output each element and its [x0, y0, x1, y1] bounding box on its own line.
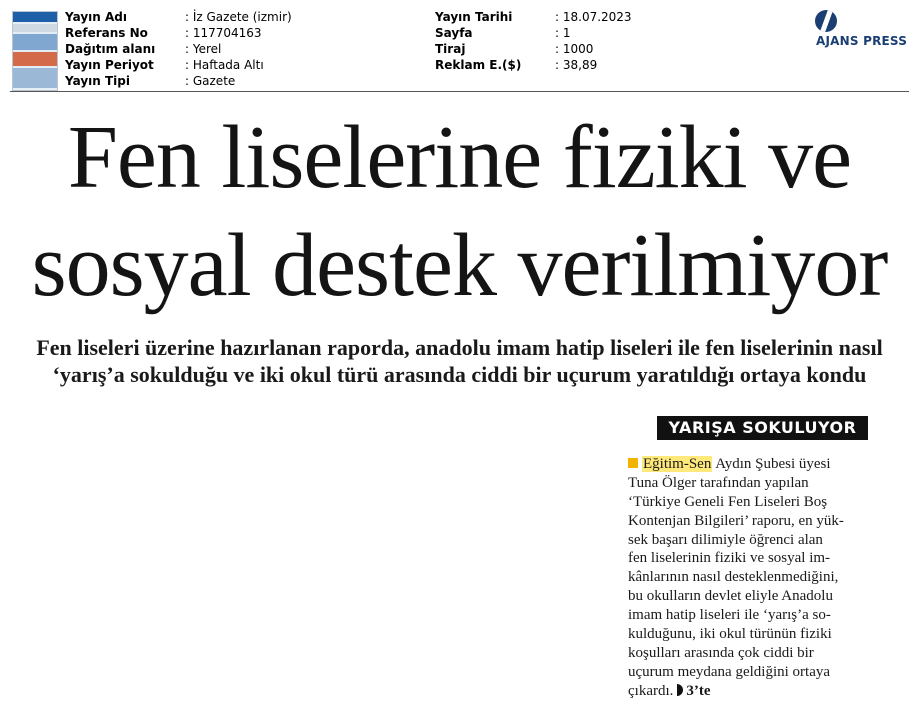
body-line: uçurum meydana geldiğini ortaya	[628, 663, 831, 680]
meta-value: : 38,89	[555, 58, 598, 72]
meta-label: Referans No	[65, 26, 148, 40]
body-line: ‘Türkiye Geneli Fen Liseleri Boş	[628, 493, 828, 510]
body-line	[628, 682, 908, 701]
meta-label: Yayın Adı	[65, 10, 127, 24]
meta-labels-left	[65, 9, 155, 89]
body-line: koşulları arasında çok ciddi bir	[628, 644, 814, 661]
meta-label: Yayın Tarihi	[435, 10, 513, 24]
meta-label: Yayın Tipi	[65, 74, 130, 88]
meta-label: Tiraj	[435, 42, 466, 56]
highlighted-org-name: Eğitim-Sen	[643, 456, 712, 472]
body-text: çıkardı.	[628, 682, 674, 699]
body-line: kânlarının nasıl desteklenmediğini,	[628, 569, 839, 586]
meta-label: Yayın Periyot	[65, 58, 154, 72]
meta-value: : Yerel	[185, 42, 222, 56]
article-body	[628, 455, 908, 701]
headline-line-2: sosyal destek verilmiyor	[31, 216, 888, 315]
body-line: kulduğunu, iki okul türünün fiziki	[628, 626, 832, 643]
page-reference[interactable]: 3’te	[686, 682, 711, 699]
body-line: imam hatip liseleri ile ‘yarış’a so-	[628, 607, 831, 624]
body-line: Kontenjan Bilgileri’ raporu, en yük-	[628, 512, 844, 529]
newspaper-thumbnail[interactable]	[12, 11, 58, 91]
meta-value: : Gazete	[185, 74, 236, 88]
subheadline-line-1: Fen liseleri üzerine hazırlanan raporda, anadolu imam hatip liseleri ile fen liselerinin nasıl	[36, 335, 883, 360]
continued-arrow-icon	[677, 684, 683, 696]
ajans-press-logo	[812, 10, 912, 50]
logo-mark-icon	[815, 10, 837, 32]
body-line: sek başarı dilimiyle öğrenci alan	[628, 531, 823, 548]
meta-values-right	[555, 9, 632, 73]
header-divider	[10, 91, 909, 92]
meta-labels-right	[435, 9, 521, 73]
meta-value: : İz Gazete (izmir)	[185, 10, 292, 24]
meta-value: : 1000	[555, 42, 594, 56]
logo-text: AJANS PRESS	[816, 34, 908, 48]
body-line	[628, 455, 908, 474]
headline-line-1: Fen liselerine fiziki ve	[67, 108, 852, 207]
meta-label: Sayfa	[435, 26, 473, 40]
section-kicker: YARIŞA SOKULUYOR	[657, 416, 868, 440]
body-line: bu okulların devlet eliyle Anadolu	[628, 588, 833, 605]
body-line: fen liselerinin fiziki ve sosyal im-	[628, 550, 831, 567]
subheadline-line-2: ‘yarış’a sokulduğu ve iki okul türü arasında ciddi bir uçurum yaratıldığı ortaya kondu	[52, 362, 867, 387]
square-bullet-icon	[628, 458, 638, 468]
meta-value: : 18.07.2023	[555, 10, 632, 24]
meta-value: : 117704163	[185, 26, 262, 40]
body-line: Tuna Ölger tarafından yapılan	[628, 474, 809, 491]
meta-label: Reklam E.($)	[435, 58, 522, 72]
body-text: Aydın Şubesi üyesi	[712, 456, 831, 472]
meta-values-left	[185, 9, 292, 89]
meta-value: : 1	[555, 26, 571, 40]
meta-label: Dağıtım alanı	[65, 42, 156, 56]
clipping-header	[0, 0, 919, 92]
meta-value: : Haftada Altı	[185, 58, 264, 72]
